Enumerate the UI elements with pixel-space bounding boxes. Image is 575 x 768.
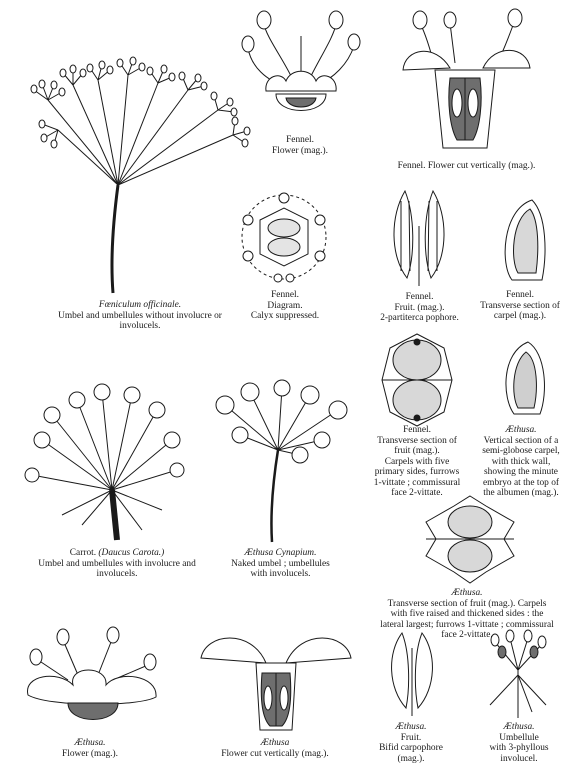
caption-line: Fennel.: [271, 290, 299, 300]
caption-aethusa-umbellule: [474, 722, 564, 764]
caption-fennel-fruit: [372, 292, 467, 324]
caption-line: Diagram.: [267, 300, 303, 311]
fennel-flower-cut-illustration: [395, 8, 540, 158]
caption-foeniculum: [40, 300, 240, 332]
caption-line: involucels.: [96, 569, 138, 579]
caption-line: lateral largest; furrows 1-vittate ; commissural: [380, 619, 554, 630]
fennel-flower-illustration: [236, 6, 366, 131]
caption-line: Fennel.: [286, 135, 314, 145]
caption-carrot: [22, 548, 212, 580]
caption-line: Flower cut vertically (mag.).: [221, 748, 329, 759]
fennel-fruit-section-illustration: [372, 330, 462, 430]
caption-line: with five raised and thickened sides : the: [390, 609, 544, 619]
caption-line: Vertical section of a: [483, 435, 559, 446]
aethusa-fruit-illustration: [382, 628, 442, 718]
caption-line: Fruit. (mag.).: [394, 302, 445, 313]
caption-line: Calyx suppressed.: [250, 311, 320, 321]
caption-name: Æthusa Cynapium.: [244, 548, 317, 558]
caption-line: embryo at the top of: [482, 477, 560, 488]
caption-name: (Daucus Carota.): [98, 548, 165, 558]
caption-line: with 3-phyllous: [489, 743, 549, 753]
caption-aethusa-flower-cut: [205, 738, 345, 759]
caption-head: Carrot.: [69, 548, 99, 558]
caption-line: face 2-vittate.: [391, 488, 443, 498]
caption-line: Flower (mag.).: [62, 748, 118, 759]
caption-line: Transverse section of: [480, 300, 560, 311]
caption-line: Transverse section of fruit (mag.). Carpels: [387, 598, 547, 609]
caption-line: Umbellule: [499, 732, 539, 743]
caption-line: Naked umbel ; umbellules: [231, 558, 330, 569]
caption-name: Æthusa.: [451, 588, 483, 598]
caption-line: involucels.: [119, 321, 161, 331]
fennel-fruit-illustration: [385, 186, 455, 291]
caption-name: Æthusa.: [395, 722, 427, 732]
caption-fennel-flower: [260, 135, 340, 156]
caption-line: Carpels with five: [384, 456, 450, 467]
aethusa-flower-illustration: [18, 625, 168, 735]
caption-line: Fruit.: [400, 732, 422, 743]
caption-fennel-fruit-section: [362, 425, 472, 499]
caption-name: Æthusa.: [503, 722, 535, 732]
caption-line: involucel.: [500, 753, 538, 764]
foeniculum-umbel-illustration: [18, 55, 248, 295]
caption-line: 1-vittate ; commissural: [373, 477, 461, 488]
caption-line: Fennel.: [506, 290, 534, 300]
caption-line: 2-partiterca pophore.: [380, 313, 459, 323]
caption-line: carpel (mag.).: [493, 311, 547, 321]
caption-fennel-diagram: [240, 290, 330, 322]
fennel-carpel-section-illustration: [492, 195, 552, 285]
caption-line: Fennel. Flower cut vertically (mag.).: [397, 161, 536, 171]
caption-line: Transverse section of: [377, 435, 457, 446]
caption-line: Fennel.: [403, 425, 431, 435]
caption-line: fruit (mag.).: [394, 446, 440, 456]
carrot-umbel-illustration: [22, 380, 182, 545]
caption-line: Umbel and umbellules without involucre or: [58, 310, 222, 321]
caption-line: showing the minute: [484, 467, 558, 477]
caption-line: (mag.).: [397, 753, 425, 764]
caption-line: face 2-vittate.: [441, 630, 493, 640]
caption-line: Umbel and umbellules with involucre and: [38, 558, 196, 569]
caption-name: Æthusa: [260, 738, 290, 748]
caption-aethusa-cynapium: [218, 548, 343, 580]
caption-title: [22, 548, 212, 559]
caption-aethusa-vertical: [468, 425, 574, 499]
caption-fennel-flower-cut: [374, 161, 559, 172]
caption-name: Æthusa.: [74, 738, 106, 748]
caption-name: Æthusa.: [505, 425, 537, 435]
caption-line: semi-globose carpel,: [482, 446, 560, 456]
aethusa-umbellule-illustration: [480, 630, 555, 720]
aethusa-vertical-section-illustration: [496, 338, 556, 418]
aethusa-transverse-section-illustration: [420, 492, 520, 587]
caption-line: with involucels.: [250, 569, 311, 579]
fennel-diagram-illustration: [238, 190, 330, 285]
caption-line: Bifid carpophore: [379, 743, 443, 753]
caption-line: Fennel.: [405, 292, 434, 302]
caption-line: primary sides, furrows: [374, 467, 460, 477]
caption-fennel-carpel-section: [470, 290, 570, 322]
aethusa-flower-cut-illustration: [196, 618, 356, 736]
caption-aethusa-flower: [45, 738, 135, 759]
caption-name: Fœniculum officinale.: [98, 300, 182, 310]
caption-line: the albumen (mag.).: [483, 488, 559, 498]
caption-line: Flower (mag.).: [272, 145, 328, 156]
caption-aethusa-transverse: [362, 588, 572, 641]
caption-line: with thick wall,: [491, 456, 551, 467]
caption-aethusa-fruit: [366, 722, 456, 764]
aethusa-cynapium-illustration: [210, 380, 350, 545]
